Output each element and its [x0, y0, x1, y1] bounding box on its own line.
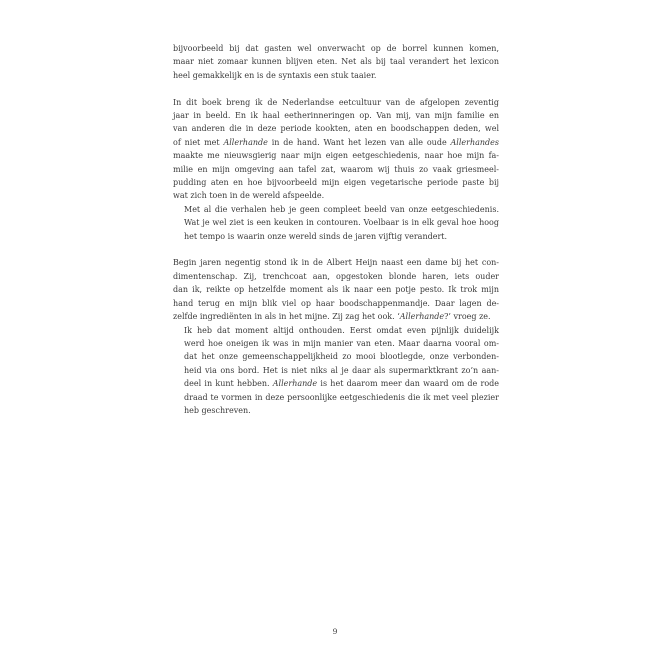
paragraph-gap	[173, 243, 499, 256]
text-run: dat het onze gemeenschappelijkheid zo mooi blootlegde, onze verbonden-	[184, 352, 499, 362]
text-line	[173, 337, 499, 350]
text-line	[173, 310, 499, 323]
text-line	[173, 216, 499, 229]
text-run: dan ik, reikte op hetzelfde moment als ik naar een potje pesto. Ik trok mijn	[173, 285, 499, 295]
text-line	[173, 350, 499, 363]
text-line	[173, 109, 499, 122]
text-run: Begin jaren negentig stond ik in de Albert Heijn naast een dame bij het con-	[173, 258, 499, 268]
text-line	[173, 391, 499, 404]
text-run: is het daarom meer dan waard om de rode	[317, 379, 499, 389]
text-run: draad te vormen in deze persoonlijke eetgeschiedenis die ik met veel plezier	[184, 392, 499, 402]
text-run: In dit boek breng ik de Nederlandse eetcultuur van de afgelopen zeventig	[173, 97, 499, 107]
text-line	[173, 136, 499, 149]
text-run: wat zich toen in de wereld afspeelde.	[173, 191, 325, 201]
text-line	[173, 96, 499, 109]
italic-title: Allerhande	[272, 379, 318, 389]
text-line	[173, 163, 499, 176]
paragraph	[173, 42, 499, 82]
text-run: maakte me nieuwsgierig naar mijn eigen eetgeschiedenis, naar hoe mijn fa-	[173, 151, 499, 161]
body-text	[173, 42, 499, 417]
text-run: heel gemakkelijk en is de syntaxis een stuk taaier.	[173, 70, 377, 80]
paragraph	[173, 96, 499, 203]
text-line	[173, 256, 499, 269]
text-run: jaar in beeld. En ik haal eetherinneringen op. Van mij, van mijn familie en	[173, 111, 499, 121]
text-line	[173, 230, 499, 243]
text-run: Ik heb dat moment altijd onthouden. Eerst omdat even pijnlijk duidelijk	[184, 325, 499, 335]
paragraph-gap	[173, 82, 499, 95]
text-line	[173, 203, 499, 216]
text-line	[173, 283, 499, 296]
text-run: heid via ons bord. Het is niet niks al je daar als supermarktkrant zo’n aan-	[184, 365, 499, 375]
text-line	[173, 122, 499, 135]
text-line	[173, 377, 499, 390]
italic-title: Allerhande	[223, 137, 268, 147]
text-run: dimentenschap. Zij, trenchcoat aan, opgestoken blonde haren, iets ouder	[173, 271, 499, 281]
italic-title: Allerhandes	[450, 137, 500, 147]
text-line	[173, 69, 499, 82]
text-run: in de hand. Want het lezen van alle oude	[267, 137, 451, 147]
text-run: Met al die verhalen heb je geen compleet beeld van onze eetgeschiedenis.	[184, 204, 499, 214]
text-run: of niet met	[173, 137, 224, 147]
text-run: pudding aten en hoe bijvoorbeeld mijn eigen vegetarische periode paste bij	[173, 178, 499, 188]
paragraph	[173, 203, 499, 243]
text-line	[173, 404, 499, 417]
text-run: werd hoe oneigen ik was in mijn manier van eten. Maar daarna vooral om-	[184, 338, 499, 348]
text-run: bijvoorbeeld bij dat gasten wel onverwacht op de borrel kunnen komen,	[173, 44, 499, 53]
text-line	[173, 42, 499, 55]
text-line	[173, 270, 499, 283]
text-line	[173, 55, 499, 68]
text-line	[173, 364, 499, 377]
text-run: Wat je wel ziet is een keuken in contouren. Voelbaar is in elk geval hoe hoog	[184, 218, 499, 228]
text-run: maar niet zomaar kunnen blijven eten. Net als bij taal verandert het lexicon	[173, 57, 499, 67]
text-run: hand terug en mijn blik viel op haar boodschappenmandje. Daar lagen de-	[173, 298, 499, 308]
paragraph	[173, 324, 499, 418]
text-run: milie en mijn omgeving aan tafel zat, waarom wij thuis zo vaak griesmeel-	[173, 164, 499, 174]
text-line	[173, 176, 499, 189]
paragraph	[173, 256, 499, 323]
text-line	[173, 149, 499, 162]
text-run: zelfde ingrediënten in als in het mijne. Zij zag het ook. ‘	[173, 312, 400, 322]
page-number: 9	[332, 627, 338, 636]
text-line	[173, 324, 499, 337]
text-run: deel in kunt hebben.	[184, 379, 273, 389]
text-run: het tempo is waarin onze wereld sinds de jaren vijftig verandert.	[184, 231, 448, 241]
text-run: ?’ vroeg ze.	[444, 312, 491, 322]
text-line	[173, 189, 499, 202]
italic-title: Allerhande	[399, 312, 445, 322]
text-run: heb geschreven.	[184, 405, 251, 415]
text-line	[173, 297, 499, 310]
text-run: van anderen die in deze periode kookten, aten en boodschappen deden, wel	[173, 124, 499, 134]
